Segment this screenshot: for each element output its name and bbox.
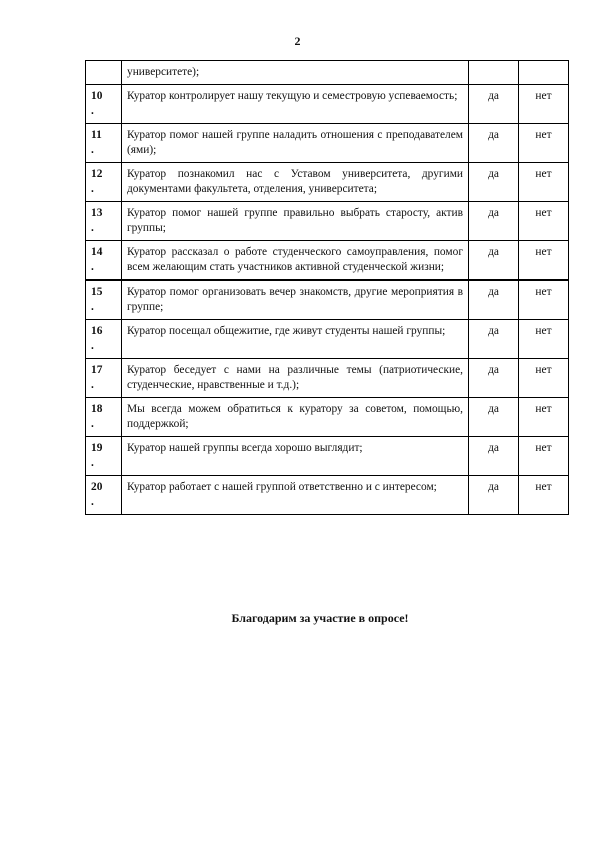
answer-no	[519, 61, 569, 85]
question-text: Куратор посещал общежитие, где живут студенты нашей группы;	[122, 320, 469, 359]
answer-yes[interactable]: да	[469, 280, 519, 320]
row-number: 13 .	[86, 202, 122, 241]
row-number: 14 .	[86, 241, 122, 281]
question-text: Куратор беседует с нами на различные темы (патриотические, студенческие, нравственные и т.д.);	[122, 359, 469, 398]
row-number: 17 .	[86, 359, 122, 398]
table-row	[86, 241, 569, 281]
table-row	[86, 85, 569, 124]
table-row	[86, 398, 569, 437]
answer-yes[interactable]: да	[469, 437, 519, 476]
question-text: Куратор нашей группы всегда хорошо выглядит;	[122, 437, 469, 476]
question-text: Куратор рассказал о работе студенческого самоуправления, помог всем желающим стать участников активной студенческой жизни;	[122, 241, 469, 281]
question-text: Куратор помог нашей группе правильно выбрать старосту, актив группы;	[122, 202, 469, 241]
question-text: Куратор познакомил нас с Уставом университета, другими документами факультета, отделения, университета;	[122, 163, 469, 202]
answer-yes[interactable]: да	[469, 320, 519, 359]
answer-yes[interactable]: да	[469, 398, 519, 437]
answer-yes[interactable]: да	[469, 359, 519, 398]
answer-no[interactable]: нет	[519, 476, 569, 515]
answer-no[interactable]: нет	[519, 280, 569, 320]
answer-no[interactable]: нет	[519, 359, 569, 398]
answer-no[interactable]: нет	[519, 202, 569, 241]
answer-yes[interactable]: да	[469, 85, 519, 124]
table-row	[86, 320, 569, 359]
question-text: Куратор помог нашей группе наладить отношения с преподавателем (ями);	[122, 124, 469, 163]
row-number: 12 .	[86, 163, 122, 202]
answer-yes[interactable]: да	[469, 476, 519, 515]
answer-yes	[469, 61, 519, 85]
answer-yes[interactable]: да	[469, 202, 519, 241]
answer-no[interactable]: нет	[519, 437, 569, 476]
table-row	[86, 202, 569, 241]
question-text: Куратор помог организовать вечер знакомств, другие мероприятия в группе;	[122, 280, 469, 320]
row-number	[86, 61, 122, 85]
row-number: 19 .	[86, 437, 122, 476]
question-text: Куратор работает с нашей группой ответственно и с интересом;	[122, 476, 469, 515]
table-row	[86, 280, 569, 320]
row-number: 16 .	[86, 320, 122, 359]
question-text: Мы всегда можем обратиться к куратору за советом, помощью, поддержкой;	[122, 398, 469, 437]
answer-yes[interactable]: да	[469, 241, 519, 281]
page-number: 2	[294, 34, 301, 48]
survey-table	[85, 60, 569, 515]
answer-no[interactable]: нет	[519, 320, 569, 359]
answer-no[interactable]: нет	[519, 398, 569, 437]
answer-no[interactable]: нет	[519, 85, 569, 124]
answer-yes[interactable]: да	[469, 124, 519, 163]
table-row	[86, 437, 569, 476]
table-row	[86, 163, 569, 202]
question-text: Куратор контролирует нашу текущую и семестровую успеваемость;	[122, 85, 469, 124]
question-text: университете);	[122, 61, 469, 85]
row-number: 18 .	[86, 398, 122, 437]
table-row	[86, 476, 569, 515]
row-number: 10 .	[86, 85, 122, 124]
table-row	[86, 359, 569, 398]
row-number: 11 .	[86, 124, 122, 163]
closing-text: Благодарим за участие в опросе!	[231, 611, 409, 625]
table-row	[86, 124, 569, 163]
table-row	[86, 61, 569, 85]
answer-no[interactable]: нет	[519, 241, 569, 281]
answer-no[interactable]: нет	[519, 124, 569, 163]
answer-yes[interactable]: да	[469, 163, 519, 202]
row-number: 20 .	[86, 476, 122, 515]
answer-no[interactable]: нет	[519, 163, 569, 202]
row-number: 15 .	[86, 280, 122, 320]
